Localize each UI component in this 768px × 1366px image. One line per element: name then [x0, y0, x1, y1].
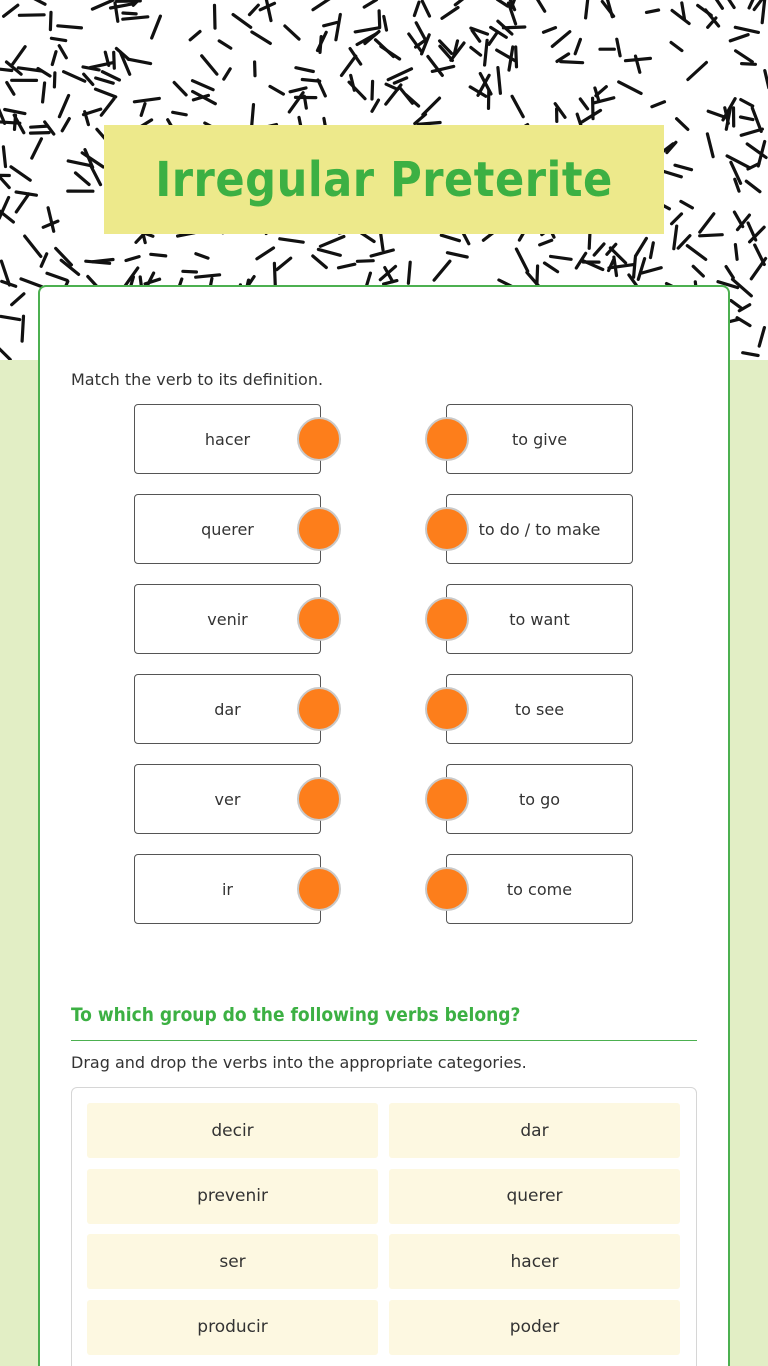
pattern-dash [712, 0, 722, 8]
pattern-dash [762, 0, 765, 23]
pattern-dash [257, 248, 274, 259]
pattern-dash [0, 69, 12, 70]
pattern-dash [12, 294, 24, 305]
pattern-dash [423, 98, 440, 115]
pattern-dash [634, 258, 636, 277]
pattern-dash [408, 262, 410, 283]
pattern-dash [91, 166, 101, 184]
pattern-dash [700, 235, 723, 236]
pattern-dash [671, 43, 682, 51]
definition-box[interactable]: to do / to make [446, 494, 633, 564]
pattern-dash [742, 64, 756, 65]
pattern-dash [386, 84, 398, 89]
pattern-dash [700, 214, 714, 232]
pattern-dash [736, 51, 753, 62]
pattern-dash [416, 23, 426, 42]
pattern-dash [731, 301, 742, 309]
verb-box[interactable]: hacer [134, 404, 321, 474]
pattern-dash [1, 316, 20, 319]
pattern-dash [96, 89, 116, 97]
pattern-dash [394, 78, 406, 83]
pattern-dash [141, 104, 145, 116]
pattern-dash [173, 112, 187, 115]
pattern-dash [743, 353, 758, 356]
verb-connector-dot[interactable] [297, 597, 341, 641]
pattern-dash [285, 26, 299, 39]
pattern-dash [636, 238, 647, 256]
pattern-dash [22, 316, 23, 341]
pattern-dash [364, 0, 376, 7]
pattern-dash [544, 28, 556, 33]
pattern-dash [688, 63, 707, 80]
pattern-dash [351, 75, 355, 90]
pattern-dash [318, 249, 340, 255]
pattern-dash [126, 257, 139, 261]
pattern-dash [123, 13, 136, 14]
pattern-dash [381, 46, 400, 59]
pattern-dash [422, 1, 429, 16]
pattern-dash [401, 89, 413, 104]
definition-connector-dot[interactable] [425, 597, 469, 641]
pattern-dash [593, 98, 614, 103]
pattern-dash [441, 235, 459, 241]
definition-box[interactable]: to see [446, 674, 633, 744]
pattern-dash [512, 96, 523, 116]
definition-box[interactable]: to want [446, 584, 633, 654]
pattern-dash [741, 100, 753, 106]
pattern-dash [580, 99, 587, 109]
pattern-dash [134, 98, 159, 101]
pattern-dash [651, 243, 654, 258]
definition-connector-dot[interactable] [425, 777, 469, 821]
pattern-dash [123, 17, 148, 19]
pattern-dash [755, 245, 765, 264]
pattern-dash [434, 261, 450, 280]
pattern-dash [726, 267, 733, 278]
pattern-dash [339, 264, 355, 268]
pattern-dash [52, 52, 56, 65]
pattern-dash [174, 83, 186, 95]
pattern-dash [33, 0, 45, 4]
pattern-dash [540, 240, 552, 245]
pattern-dash [428, 57, 442, 76]
pattern-dash [503, 27, 524, 28]
verb-connector-dot[interactable] [297, 777, 341, 821]
pattern-dash [48, 208, 54, 232]
pattern-dash [372, 100, 379, 111]
definition-box[interactable]: to go [446, 764, 633, 834]
pattern-dash [626, 58, 651, 60]
pattern-dash [759, 328, 764, 347]
pattern-dash [355, 28, 379, 32]
pattern-dash [215, 5, 216, 28]
pattern-dash [442, 8, 458, 19]
pattern-dash [516, 47, 517, 67]
verb-connector-dot[interactable] [297, 687, 341, 731]
verb-box[interactable]: querer [134, 494, 321, 564]
pattern-dash [707, 134, 713, 157]
grouping-instruction: Drag and drop the verbs into the appropriate categories. [71, 1053, 527, 1072]
draggable-verb-chip[interactable]: poder [389, 1300, 680, 1355]
pattern-dash [741, 117, 753, 120]
pattern-dash [101, 99, 114, 116]
pattern-dash [582, 110, 601, 122]
pattern-dash [498, 68, 501, 94]
pattern-dash [0, 345, 10, 360]
pattern-dash [561, 62, 583, 63]
pattern-dash [384, 281, 397, 285]
pattern-dash [619, 82, 641, 94]
pattern-dash [76, 173, 90, 185]
pattern-dash [552, 32, 570, 47]
pattern-dash [652, 102, 665, 107]
pattern-dash [277, 258, 291, 269]
pattern-dash [551, 256, 572, 259]
pattern-dash [183, 271, 197, 272]
pattern-dash [102, 72, 119, 80]
pattern-dash [84, 74, 93, 84]
pattern-dash [62, 119, 69, 131]
pattern-dash [51, 38, 65, 40]
pattern-dash [372, 81, 373, 99]
verb-connector-dot[interactable] [297, 507, 341, 551]
pattern-dash [152, 16, 161, 38]
pattern-dash [54, 73, 55, 87]
pattern-dash [672, 11, 689, 24]
pattern-dash [196, 275, 220, 277]
pattern-dash [266, 0, 272, 21]
pattern-dash [320, 237, 344, 247]
pattern-dash [16, 192, 36, 195]
draggable-verb-chip[interactable]: querer [389, 1169, 680, 1224]
verb-box[interactable]: venir [134, 584, 321, 654]
pattern-dash [4, 5, 18, 16]
pattern-dash [12, 47, 25, 65]
pattern-dash [725, 0, 734, 8]
pattern-dash [190, 32, 200, 40]
pattern-dash [746, 181, 760, 192]
title-banner [104, 125, 664, 234]
pattern-dash [31, 126, 48, 127]
pattern-dash [280, 239, 303, 242]
pattern-dash [545, 263, 558, 272]
pattern-dash [0, 176, 9, 188]
matching-instruction: Match the verb to its definition. [71, 370, 324, 389]
pattern-dash [7, 83, 14, 95]
pattern-dash [509, 47, 513, 70]
pattern-dash [193, 81, 214, 90]
pattern-dash [516, 249, 527, 271]
pattern-dash [151, 254, 166, 256]
draggable-verb-chip[interactable]: prevenir [87, 1169, 378, 1224]
pattern-dash [15, 115, 16, 129]
pattern-dash [336, 15, 340, 40]
pattern-dash [114, 52, 115, 68]
pattern-dash [3, 147, 5, 167]
pattern-dash [296, 68, 313, 72]
worksheet-title: Irregular Preterite [155, 151, 613, 208]
pattern-dash [202, 56, 217, 74]
pattern-dash [58, 26, 82, 28]
pattern-dash [25, 236, 41, 256]
pattern-dash [59, 46, 66, 58]
pattern-dash [274, 263, 275, 286]
pattern-dash [31, 133, 50, 134]
pattern-dash [313, 256, 327, 268]
pattern-dash [485, 40, 488, 65]
verb-connector-dot[interactable] [297, 417, 341, 461]
pattern-dash [43, 83, 45, 102]
definition-box[interactable]: to come [446, 854, 633, 924]
pattern-dash [586, 0, 588, 18]
verb-box[interactable]: ir [134, 854, 321, 924]
pattern-dash [19, 15, 44, 16]
pattern-dash [64, 72, 85, 82]
definition-connector-dot[interactable] [425, 687, 469, 731]
pattern-dash [674, 226, 677, 249]
pattern-dash [128, 59, 151, 63]
pattern-dash [324, 23, 337, 26]
draggable-verb-chip[interactable]: hacer [389, 1234, 680, 1289]
pattern-dash [96, 78, 114, 83]
pattern-dash [595, 88, 599, 101]
pattern-dash [252, 32, 270, 43]
pattern-dash [498, 0, 508, 6]
pattern-dash [320, 37, 321, 53]
pattern-dash [489, 33, 497, 44]
pattern-dash [224, 69, 230, 79]
section-divider [71, 1040, 697, 1041]
pattern-dash [708, 111, 725, 117]
definition-connector-dot[interactable] [425, 417, 469, 461]
pattern-dash [617, 39, 620, 56]
verb-connector-dot[interactable] [297, 867, 341, 911]
pattern-dash [11, 167, 30, 180]
draggable-verb-chip[interactable]: decir [87, 1103, 378, 1158]
drag-drop-area [71, 1087, 697, 1366]
pattern-dash [447, 253, 467, 257]
pattern-dash [289, 93, 303, 112]
pattern-dash [749, 0, 755, 8]
pattern-dash [662, 171, 681, 177]
pattern-dash [219, 41, 231, 48]
pattern-dash [32, 139, 42, 158]
pattern-dash [379, 11, 380, 27]
pattern-dash [318, 80, 325, 96]
pattern-dash [638, 259, 644, 280]
grouping-title: To which group do the following verbs belong? [71, 1004, 521, 1026]
pattern-dash [735, 245, 737, 260]
pattern-dash [233, 15, 251, 28]
pattern-dash [93, 260, 113, 262]
pattern-dash [730, 35, 748, 41]
pattern-dash [270, 86, 283, 94]
pattern-dash [642, 268, 661, 273]
definition-connector-dot[interactable] [425, 507, 469, 551]
pattern-dash [68, 161, 90, 166]
pattern-dash [5, 110, 25, 114]
draggable-verb-chip[interactable]: dar [389, 1103, 680, 1158]
pattern-dash [538, 0, 545, 11]
pattern-dash [677, 119, 688, 130]
pattern-dash [575, 39, 580, 53]
pattern-dash [342, 56, 356, 75]
verb-box[interactable]: ver [134, 764, 321, 834]
draggable-verb-chip[interactable]: producir [87, 1300, 378, 1355]
draggable-verb-chip[interactable]: ser [87, 1234, 378, 1289]
pattern-dash [250, 5, 259, 14]
definition-connector-dot[interactable] [425, 867, 469, 911]
pattern-dash [196, 254, 208, 258]
pattern-dash [381, 234, 383, 250]
pattern-dash [735, 27, 758, 32]
pattern-dash [50, 12, 51, 29]
pattern-dash [471, 48, 481, 56]
pattern-dash [59, 96, 68, 117]
pattern-dash [647, 10, 659, 12]
pattern-dash [614, 257, 617, 275]
definition-box[interactable]: to give [446, 404, 633, 474]
pattern-dash [313, 0, 330, 10]
pattern-dash [675, 165, 692, 170]
pattern-dash [682, 3, 685, 19]
pattern-dash [681, 201, 693, 208]
pattern-dash [672, 214, 682, 224]
pattern-dash [384, 17, 387, 31]
pattern-dash [455, 0, 467, 5]
pattern-dash [357, 261, 373, 262]
pattern-dash [594, 244, 604, 255]
pattern-dash [693, 266, 703, 276]
pattern-dash [47, 273, 67, 280]
pattern-dash [687, 246, 705, 260]
verb-box[interactable]: dar [134, 674, 321, 744]
pattern-dash [414, 2, 419, 15]
pattern-dash [16, 194, 29, 212]
